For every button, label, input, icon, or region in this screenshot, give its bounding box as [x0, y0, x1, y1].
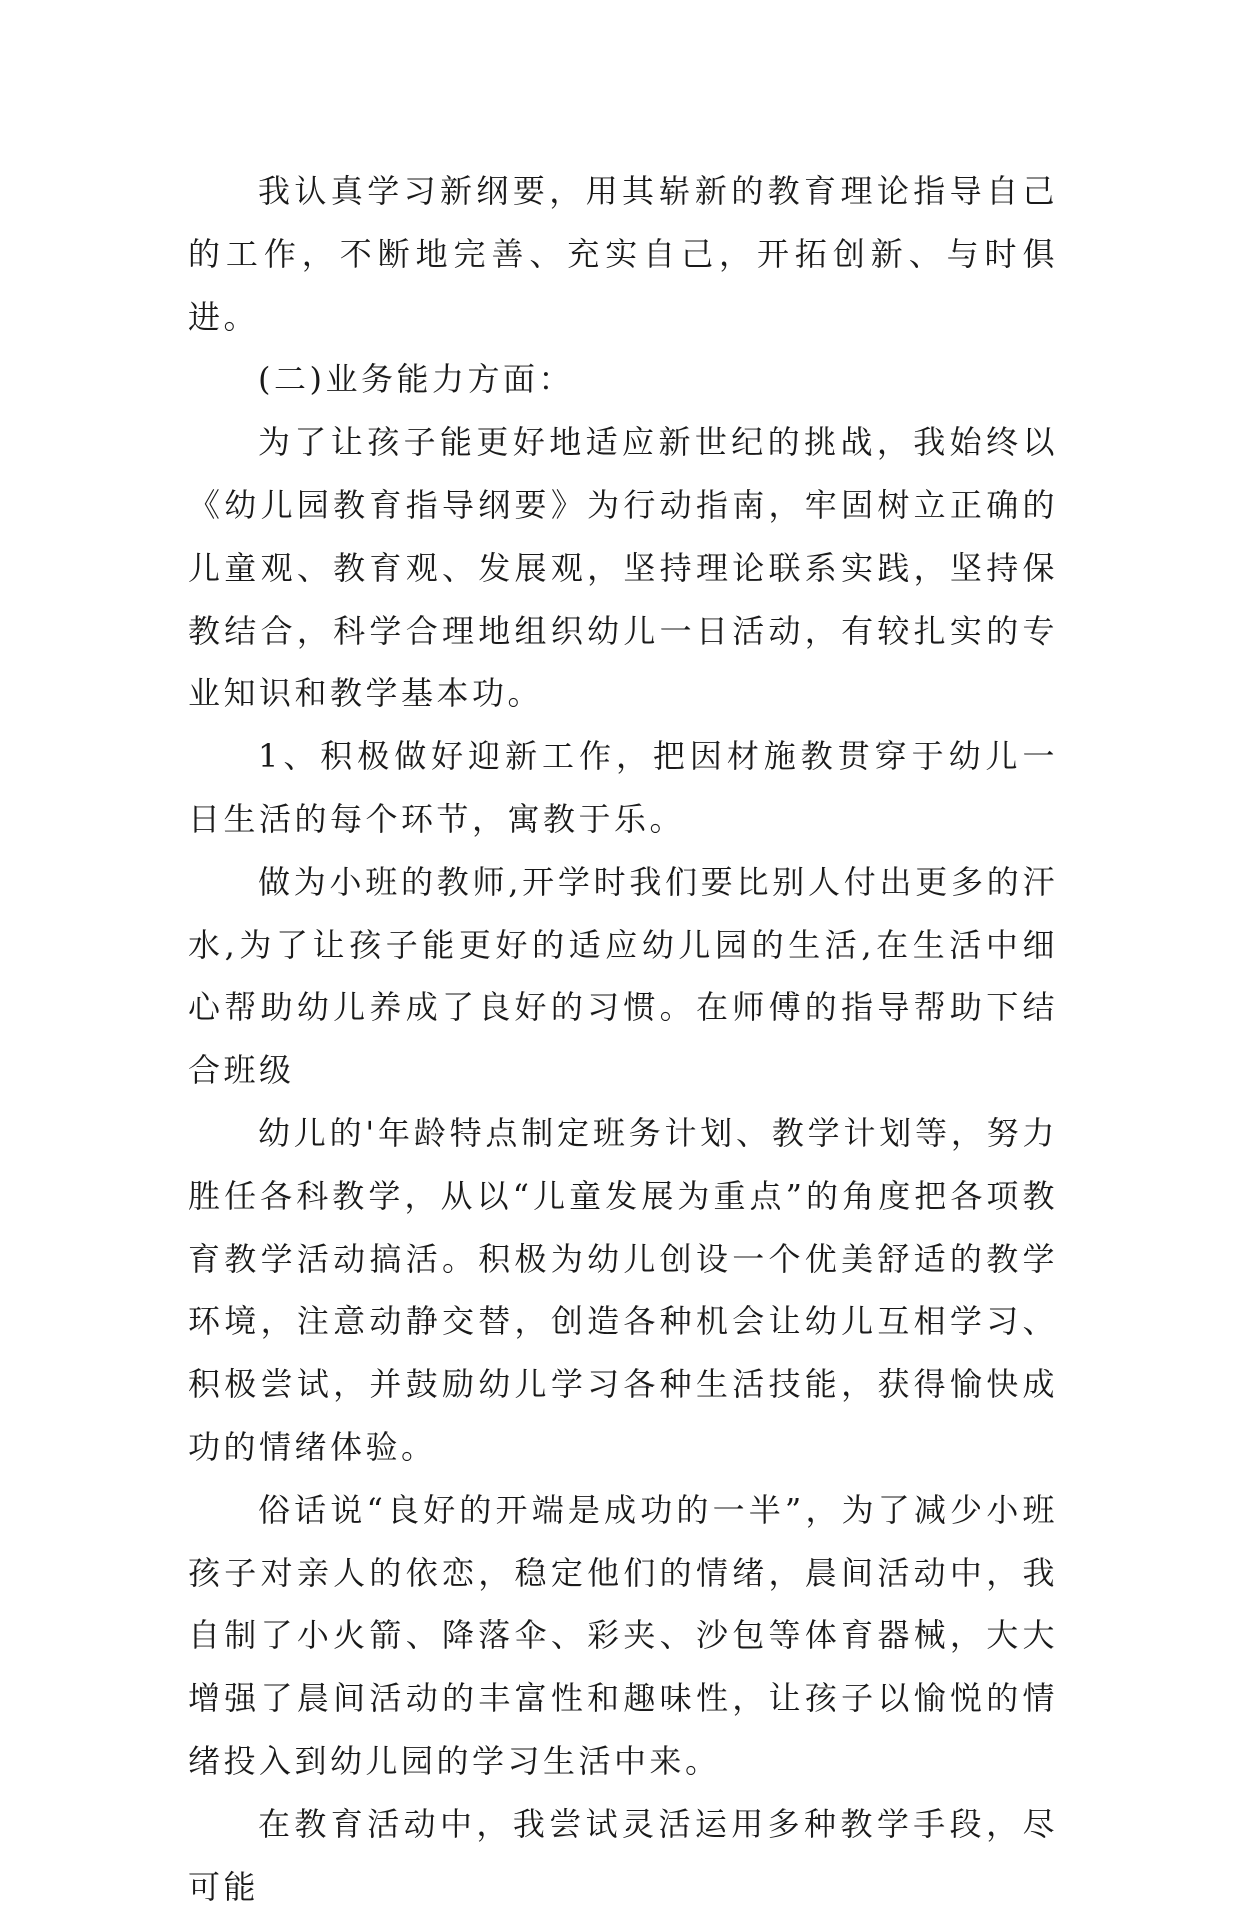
paragraph-good-start: 俗话说“良好的开端是成功的一半”，为了减少小班孩子对亲人的依恋，稳定他们的情绪，晨间活动中，我自制了小火箭、降落伞、彩夹、沙包等体育器械，大大增强了晨间活动的丰富性和趣味性，让孩子以愉悦的情绪投入到幼儿园的学习生活中来。: [188, 1490, 1058, 1780]
document-body: [188, 160, 1058, 1918]
section-heading-business-ability: (二)业务能力方面：: [258, 360, 574, 399]
paragraph-item-1-welcome: 1、积极做好迎新工作，把因材施教贯穿于幼儿一日生活的每个环节，寓教于乐。: [188, 737, 1058, 838]
paragraph-study-outline: 我认真学习新纲要，用其崭新的教育理论指导自己的工作，不断地完善、充实自己，开拓创新、与时俱进。: [188, 172, 1058, 336]
paragraph-small-class-teacher: 做为小班的教师,开学时我们要比别人付出更多的汗水,为了让孩子能更好的适应幼儿园的生活,在生活中细心帮助幼儿养成了良好的习惯。在师傅的指导帮助下结合班级: [188, 862, 1058, 1090]
paragraph-guideline: 为了让孩子能更好地适应新世纪的挑战，我始终以《幼儿园教育指导纲要》为行动指南，牢固树立正确的儿童观、教育观、发展观，坚持理论联系实践，坚持保教结合，科学合理地组织幼儿一日活动，有较扎实的专业知识和教学基本功。: [188, 423, 1058, 713]
paragraph-teaching-activities: 在教育活动中，我尝试灵活运用多种教学手段，尽可能: [188, 1804, 1058, 1906]
paragraph-teaching-plan: 幼儿的'年龄特点制定班务计划、教学计划等，努力胜任各科教学，从以“儿童发展为重点”的角度把各项教育教学活动搞活。积极为幼儿创设一个优美舒适的教学环境，注意动静交替，创造各种机会让幼儿互相学习、积极尝试，并鼓励幼儿学习各种生活技能，获得愉快成功的情绪体验。: [188, 1113, 1058, 1466]
